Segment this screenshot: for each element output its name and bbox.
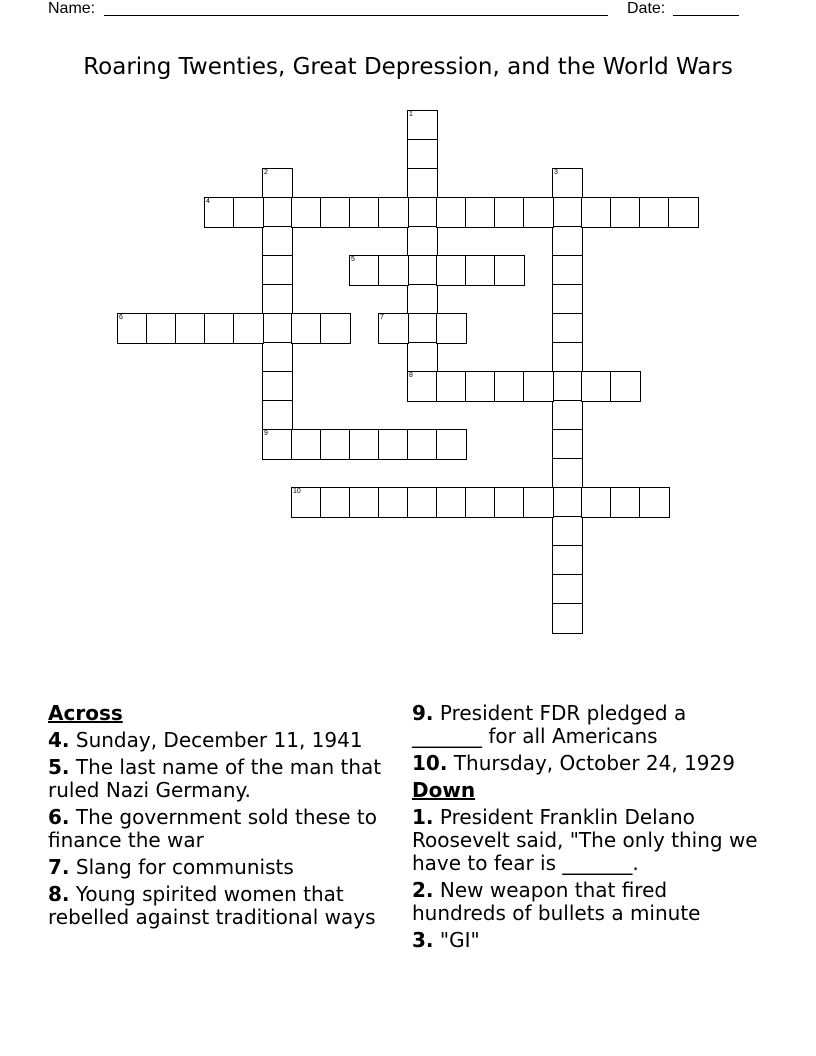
grid-cell[interactable]	[320, 429, 351, 460]
cell-number: 3	[554, 169, 558, 176]
page-title: Roaring Twenties, Great Depression, and the World Wars	[83, 54, 733, 80]
grid-cell[interactable]	[175, 313, 206, 344]
name-label: Name:	[48, 0, 96, 17]
grid-cell[interactable]	[262, 429, 293, 460]
clue-across-8: 8. Young spirited women that rebelled against traditional ways	[48, 882, 376, 929]
grid-cell[interactable]	[349, 487, 380, 518]
grid-cell[interactable]	[291, 487, 322, 518]
grid-cell[interactable]	[262, 371, 293, 402]
grid-cell[interactable]	[581, 371, 612, 402]
grid-cell[interactable]	[262, 284, 293, 315]
grid-cell[interactable]	[552, 574, 583, 605]
grid-cell[interactable]	[494, 197, 525, 228]
grid-cell[interactable]	[552, 516, 583, 547]
grid-cell[interactable]	[436, 429, 467, 460]
grid-cell[interactable]	[552, 487, 583, 518]
grid-cell[interactable]	[523, 487, 554, 518]
clue-down-3: 3. "GI"	[412, 928, 480, 952]
grid-cell[interactable]	[610, 487, 641, 518]
grid-cell[interactable]	[552, 255, 583, 286]
grid-cell[interactable]	[668, 197, 699, 228]
grid-cell[interactable]	[494, 255, 525, 286]
grid-cell[interactable]	[262, 226, 293, 257]
grid-cell[interactable]	[407, 429, 438, 460]
cell-number: 4	[206, 198, 210, 205]
cell-number: 7	[380, 314, 384, 321]
grid-cell[interactable]	[204, 197, 235, 228]
clue-across-7: 7. Slang for communists	[48, 855, 294, 879]
clue-across-6: 6. The government sold these to finance the war	[48, 805, 377, 852]
grid-cell[interactable]	[552, 458, 583, 489]
grid-cell[interactable]	[291, 313, 322, 344]
clue-across-10: 10. Thursday, October 24, 1929	[412, 751, 735, 775]
grid-cell[interactable]	[349, 429, 380, 460]
clue-across-9: 9. President FDR pledged a _______ for all Americans	[412, 701, 687, 748]
grid-cell[interactable]	[610, 371, 641, 402]
grid-cell[interactable]	[523, 197, 554, 228]
grid-cell[interactable]	[465, 371, 496, 402]
grid-cell[interactable]	[407, 342, 438, 373]
grid-cell[interactable]	[407, 110, 438, 141]
grid-cell[interactable]	[552, 197, 583, 228]
grid-cell[interactable]	[436, 197, 467, 228]
grid-cell[interactable]	[262, 197, 293, 228]
grid-cell[interactable]	[262, 255, 293, 286]
grid-cell[interactable]	[291, 429, 322, 460]
grid-cell[interactable]	[552, 371, 583, 402]
grid-cell[interactable]	[581, 487, 612, 518]
grid-cell[interactable]	[523, 371, 554, 402]
grid-cell[interactable]	[552, 342, 583, 373]
across-heading: Across	[48, 701, 123, 725]
grid-cell[interactable]	[465, 197, 496, 228]
clue-down-2: 2. New weapon that fired hundreds of bullets a minute	[412, 878, 701, 925]
grid-cell[interactable]	[552, 400, 583, 431]
grid-cell[interactable]	[552, 226, 583, 257]
grid-cell[interactable]	[436, 371, 467, 402]
grid-cell[interactable]	[262, 342, 293, 373]
grid-cell[interactable]	[436, 255, 467, 286]
grid-cell[interactable]	[552, 284, 583, 315]
grid-cell[interactable]	[639, 197, 670, 228]
grid-cell[interactable]	[407, 139, 438, 170]
grid-cell[interactable]	[639, 487, 670, 518]
grid-cell[interactable]	[436, 487, 467, 518]
grid-cell[interactable]	[407, 226, 438, 257]
grid-cell[interactable]	[407, 487, 438, 518]
clues-left-column	[48, 702, 403, 933]
grid-cell[interactable]	[552, 168, 583, 199]
grid-cell[interactable]	[378, 429, 409, 460]
grid-cell[interactable]	[610, 197, 641, 228]
grid-cell[interactable]	[233, 197, 264, 228]
grid-cell[interactable]	[262, 400, 293, 431]
clues-right-column	[412, 702, 762, 956]
grid-cell[interactable]	[378, 255, 409, 286]
grid-cell[interactable]	[378, 487, 409, 518]
grid-cell[interactable]	[552, 603, 583, 634]
grid-cell[interactable]	[320, 313, 351, 344]
grid-cell[interactable]	[146, 313, 177, 344]
clue-across-5: 5. The last name of the man that ruled Nazi Germany.	[48, 755, 382, 802]
grid-cell[interactable]	[494, 487, 525, 518]
grid-cell[interactable]	[117, 313, 148, 344]
grid-cell[interactable]	[552, 429, 583, 460]
grid-cell[interactable]	[204, 313, 235, 344]
down-heading: Down	[412, 778, 476, 802]
grid-cell[interactable]	[581, 197, 612, 228]
grid-cell[interactable]	[552, 545, 583, 576]
cell-number: 9	[264, 430, 268, 437]
grid-cell[interactable]	[291, 197, 322, 228]
grid-cell[interactable]	[494, 371, 525, 402]
grid-cell[interactable]	[349, 255, 380, 286]
grid-cell[interactable]	[407, 255, 438, 286]
cell-number: 8	[409, 372, 413, 379]
cell-number: 6	[119, 314, 123, 321]
grid-cell[interactable]	[262, 313, 293, 344]
grid-cell[interactable]	[233, 313, 264, 344]
grid-cell[interactable]	[378, 313, 409, 344]
grid-cell[interactable]	[407, 313, 438, 344]
grid-cell[interactable]	[407, 197, 438, 228]
grid-cell[interactable]	[262, 168, 293, 199]
cell-number: 2	[264, 169, 268, 176]
grid-cell[interactable]	[320, 197, 351, 228]
grid-cell[interactable]	[407, 284, 438, 315]
grid-cell[interactable]	[436, 313, 467, 344]
grid-cell[interactable]	[320, 487, 351, 518]
clue-across-4: 4. Sunday, December 11, 1941	[48, 728, 363, 752]
grid-cell[interactable]	[407, 168, 438, 199]
cell-number: 1	[409, 111, 413, 118]
clue-down-1: 1. President Franklin Delano Roosevelt said, "The only thing we have to fear is _______.	[412, 805, 758, 875]
grid-cell[interactable]	[378, 197, 409, 228]
grid-cell[interactable]	[552, 313, 583, 344]
date-label: Date:	[627, 0, 666, 17]
cell-number: 10	[293, 488, 301, 495]
grid-cell[interactable]	[465, 255, 496, 286]
grid-cell[interactable]	[349, 197, 380, 228]
grid-cell[interactable]	[465, 487, 496, 518]
grid-cell[interactable]	[407, 371, 438, 402]
cell-number: 5	[351, 256, 355, 263]
